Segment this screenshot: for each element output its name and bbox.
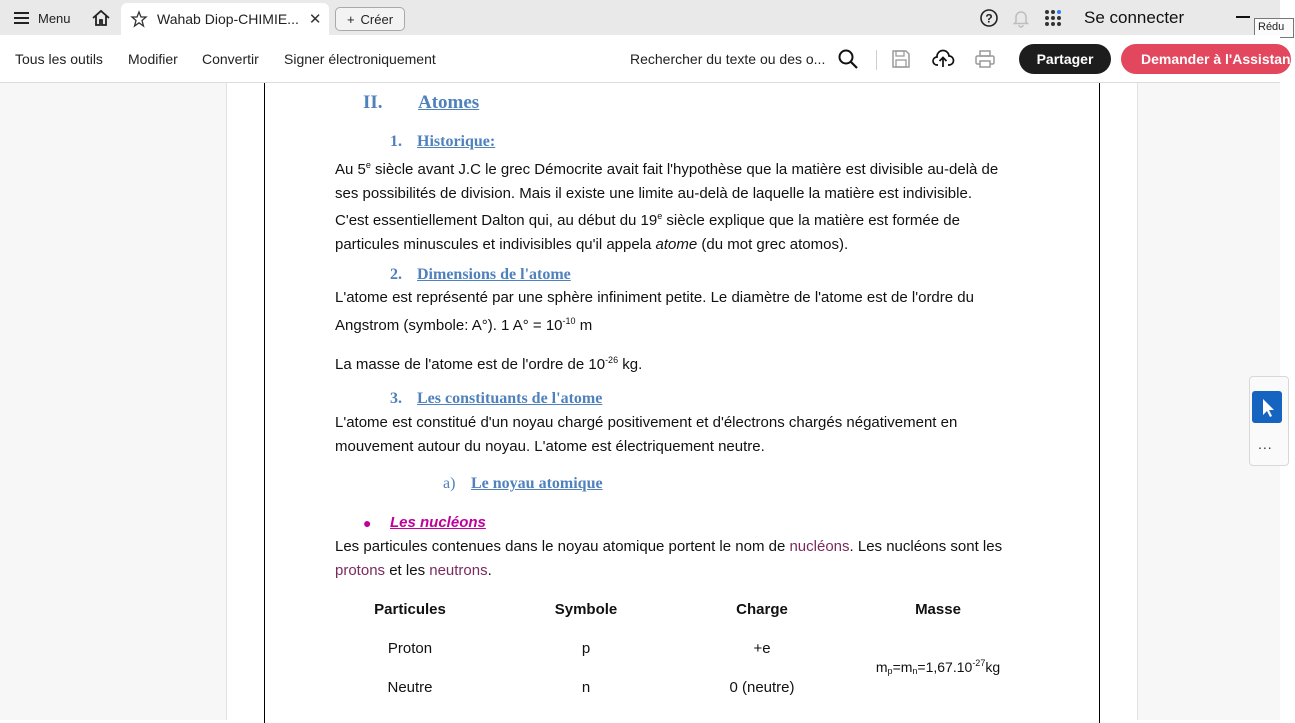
table-header: Masse [915, 601, 961, 618]
table-header: Charge [736, 601, 788, 618]
table-cell: p [581, 640, 591, 657]
paragraph-masse: La masse de l'atome est de l'ordre de $10^{-26}$ kg. [335, 355, 643, 373]
print-icon[interactable] [974, 48, 996, 70]
mass-cell: $m_p=m_n=1,67.10^{-27}kg$ [875, 658, 1001, 676]
convert-button[interactable]: Convertir [202, 51, 259, 67]
cursor-icon [1252, 391, 1282, 423]
all-tools-button[interactable]: Tous les outils [15, 51, 103, 67]
cloud-upload-icon[interactable] [932, 48, 954, 70]
search-icon[interactable] [837, 48, 859, 70]
edit-button[interactable]: Modifier [128, 51, 178, 67]
paragraph-constituants: L'atome est constitué d'un noyau chargé positivement et d'électrons chargés négativement en mouvement autour du noyau. L'atome est électriquement neutre. [335, 414, 958, 455]
menu-button[interactable] [8, 5, 77, 31]
section-heading: II. Atomes [363, 92, 480, 113]
table-cell: +e [753, 640, 771, 657]
home-button[interactable] [88, 5, 114, 31]
table-cell: n [581, 679, 591, 696]
table-cell: Neutre [387, 679, 433, 696]
bell-icon[interactable] [1011, 8, 1031, 28]
apps-grid-icon[interactable] [1043, 8, 1063, 28]
select-tool-button[interactable] [1252, 391, 1282, 423]
heading-historique: 1. Historique: [390, 133, 496, 150]
paragraph-historique: Au 5e siècle avant J.C le grec Démocrite avait fait l'hypothèse que la matière est divisible au-delà de ses possibilités de division. Mais il existe une limite au-delà de laquelle la matière est indivisible. C'est essentiellement Dalton qui, au début du 19e siècle explique que la matière est formée de particules minuscules et indivisibles qu'il appela atome (du mot grec atomos). [335, 160, 999, 254]
toolbar-divider [876, 50, 877, 70]
share-button[interactable]: Partager [1019, 44, 1111, 74]
create-button[interactable] [335, 7, 405, 31]
heading-constituants: 3. Les constituants de l'atome [390, 390, 603, 407]
document-tab[interactable] [121, 3, 329, 35]
star-icon[interactable] [131, 11, 147, 27]
bullet-icon: ● [363, 515, 372, 531]
close-icon[interactable]: ✕ [308, 11, 322, 28]
tab-title: Wahab Diop-CHIMIE... [157, 11, 299, 27]
ask-assistant-label: Demander à l'Assistant [1141, 51, 1295, 67]
menu-label: Menu [38, 10, 71, 26]
tooltip: Rédu [1254, 18, 1294, 38]
more-options-icon[interactable]: ... [1258, 436, 1273, 452]
toolbar [0, 35, 1295, 83]
signin-link[interactable]: Se connecter [1084, 8, 1185, 27]
e-sign-button[interactable]: Signer électroniquement [284, 51, 436, 67]
paragraph-dimensions: L'atome est représenté par une sphère infiniment petite. Le diamètre de l'atome est de l'ordre du Angstrom (symbole: A°). 1 $A^\circ = 10^{-10}$ m [335, 289, 974, 334]
table-header: Particules [374, 601, 446, 618]
help-icon[interactable] [979, 8, 999, 28]
plus-icon: + [346, 11, 355, 27]
pdf-page [226, 83, 1138, 720]
section-title: Atomes [418, 92, 480, 113]
ask-assistant-button[interactable] [1121, 44, 1295, 74]
svg-text:?: ? [985, 11, 993, 26]
table-cell: 0 (neutre) [729, 679, 795, 696]
home-icon [91, 8, 111, 28]
search-input[interactable]: Rechercher du texte ou des o... [630, 51, 826, 67]
document-viewer[interactable] [0, 83, 1280, 720]
heading-noyau: a) Le noyau atomique [443, 475, 603, 492]
create-label: Créer [360, 11, 394, 27]
minimize-icon[interactable] [1236, 16, 1250, 18]
paragraph-nucleons: Les particules contenues dans le noyau atomique portent le nom de nucléons. Les nucléons sont les protons et les neutrons. [335, 538, 1003, 579]
bullet-title: Les nucléons [390, 514, 486, 531]
title-bar [0, 0, 1285, 35]
hamburger-icon [14, 11, 30, 25]
save-icon[interactable] [890, 48, 912, 70]
table-cell: Proton [387, 640, 433, 657]
table-header: Symbole [554, 601, 618, 618]
heading-dimensions: 2. Dimensions de l'atome [390, 266, 571, 283]
